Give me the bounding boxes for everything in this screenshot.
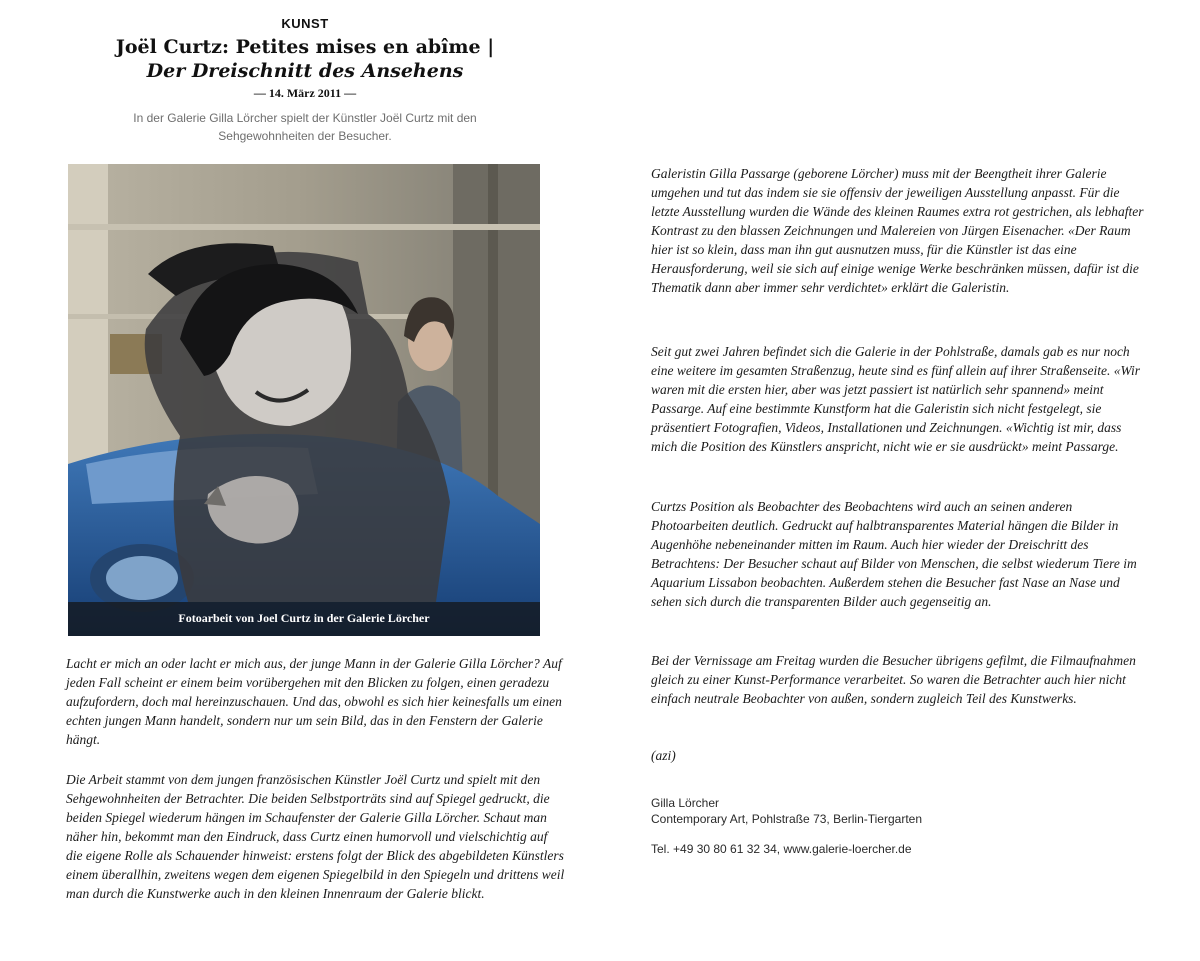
photo-caption: Fotoarbeit von Joel Curtz in der Galerie Lörcher [178, 611, 430, 625]
body-paragraph-1: Lacht er mich an oder lacht er mich aus, der junge Mann in der Galerie Gilla Lörcher? Auf jeden Fall scheint er einem beim vorübergehen mit den Blicken zu folgen, einen geradezu aufzufordern, doch mal hereinzuschauen. Und das, obwohl es sich hier keinesfalls um einen echten jungen Mann handelt, sondern nur um sein Bild, das in den Fenstern der Galerie hängt. [66, 656, 562, 747]
article-title: Joël Curtz: Petites mises en abîme | [115, 36, 495, 58]
article-subtitle: In der Galerie Gilla Lörcher spielt der Künstler Joël Curtz mit den Sehgewohnheiten der Besucher. [133, 111, 477, 143]
body-paragraph-2: Die Arbeit stammt von dem jungen französischen Künstler Joël Curtz und spielt mit den Sehgewohnheiten der Betrachter. Die beiden Selbstporträts sind auf Spiegel gedruckt, die beiden Spiegel wiederum hängen im Schaufenster der Galerie Gilla Lörcher. Schaut man näher hin, bekommt man den Eindruck, dass Curtz einen humorvoll und vielschichtig auf die eigene Rolle als Schauender hinweist: erstens folgt der Blick des abgebildeten Künstlers einem überallhin, zweitens wegen dem eigenen Spiegelbild in den Spiegeln und drittens weil man durch die Kunstwerke auch in den kleinen Innenraum der Galerie blickt. [66, 772, 565, 901]
gallery-address: Contemporary Art, Pohlstraße 73, Berlin-Tiergarten [651, 812, 923, 826]
article-date: — 14. März 2011 — [253, 86, 357, 100]
body-paragraph-4: Seit gut zwei Jahren befindet sich die Galerie in der Pohlstraße, damals gab es nur noch eine weitere im gesamten Straßenzug, heute sind es fünf allein auf ihrer Straßenseite. «Wir waren mit die ersten hier, aber was jetzt passiert ist natürlich sehr spannend» meint Passarge. Auf eine bestimmte Kunstform hat die Galeristin sich nicht festgelegt, sie präsentiert Fotografien, Videos, Installationen und Zeichnungen. «Wichtig ist mir, dass mich die Position des Künstlers anspricht, nicht wie er sie ausdrückt» meint Passarge. [651, 344, 1141, 454]
body-paragraph-6: Bei der Vernissage am Freitag wurden die Besucher übrigens gefilmt, die Filmaufnahmen gleich zu einer Kunst-Performance verarbeitet. So waren die Betrachter auch hier nicht einfach neutrale Beobachter von außen, sondern zugleich Teil des Kunstwerks. [651, 653, 1136, 706]
body-paragraph-5: Curtzs Position als Beobachter des Beobachtens wird auch an seinen anderen Photoarbeiten deutlich. Gedruckt auf halbtransparentes Material hängen die Bilder in Augenhöhe nebeneinander mitten im Raum. Auch hier wieder der Dreischritt des Betrachtens: Der Besucher schaut auf Bilder von Menschen, die selbst wiederum Tiere im Aquarium Lissabon beobachten. Außerdem stehen die Besucher fast Nase an Nase und sehen sich durch die transparenten Bilder auch gegenseitig an. [651, 499, 1137, 609]
gallery-name: Gilla Lörcher [651, 796, 720, 810]
article-author: (azi) [651, 748, 676, 763]
photo-illustration [68, 164, 540, 636]
gallery-contact: Tel. +49 30 80 61 32 34, www.galerie-loercher.de [651, 842, 912, 856]
photo-caption-bar [68, 602, 540, 636]
section-kicker: KUNST [281, 16, 329, 31]
article-title-secondary: Der Dreischnitt des Ansehens [146, 60, 464, 82]
article-photo [68, 164, 540, 636]
body-paragraph-3: Galeristin Gilla Passarge (geborene Lörcher) muss mit der Beengtheit ihrer Galerie umgehen und tut das indem sie sie offensiv der jeweiligen Ausstellung anpasst. Für die letzte Ausstellung wurden die Wände des kleinen Raumes extra rot gestrichen, als lebhafter Kontrast zu den blassen Zeichnungen und Malereien von Jürgen Eisenacher. «Der Raum hier ist so klein, dass man ihn gut ausnutzen muss, für die Künstler ist das eine Herausforderung, weil sie sich auf einige wenige Werke beschränken müssen, dafür ist die Thematik dann aber immer sehr verdichtet» erklärt die Galeristin. [651, 166, 1144, 295]
